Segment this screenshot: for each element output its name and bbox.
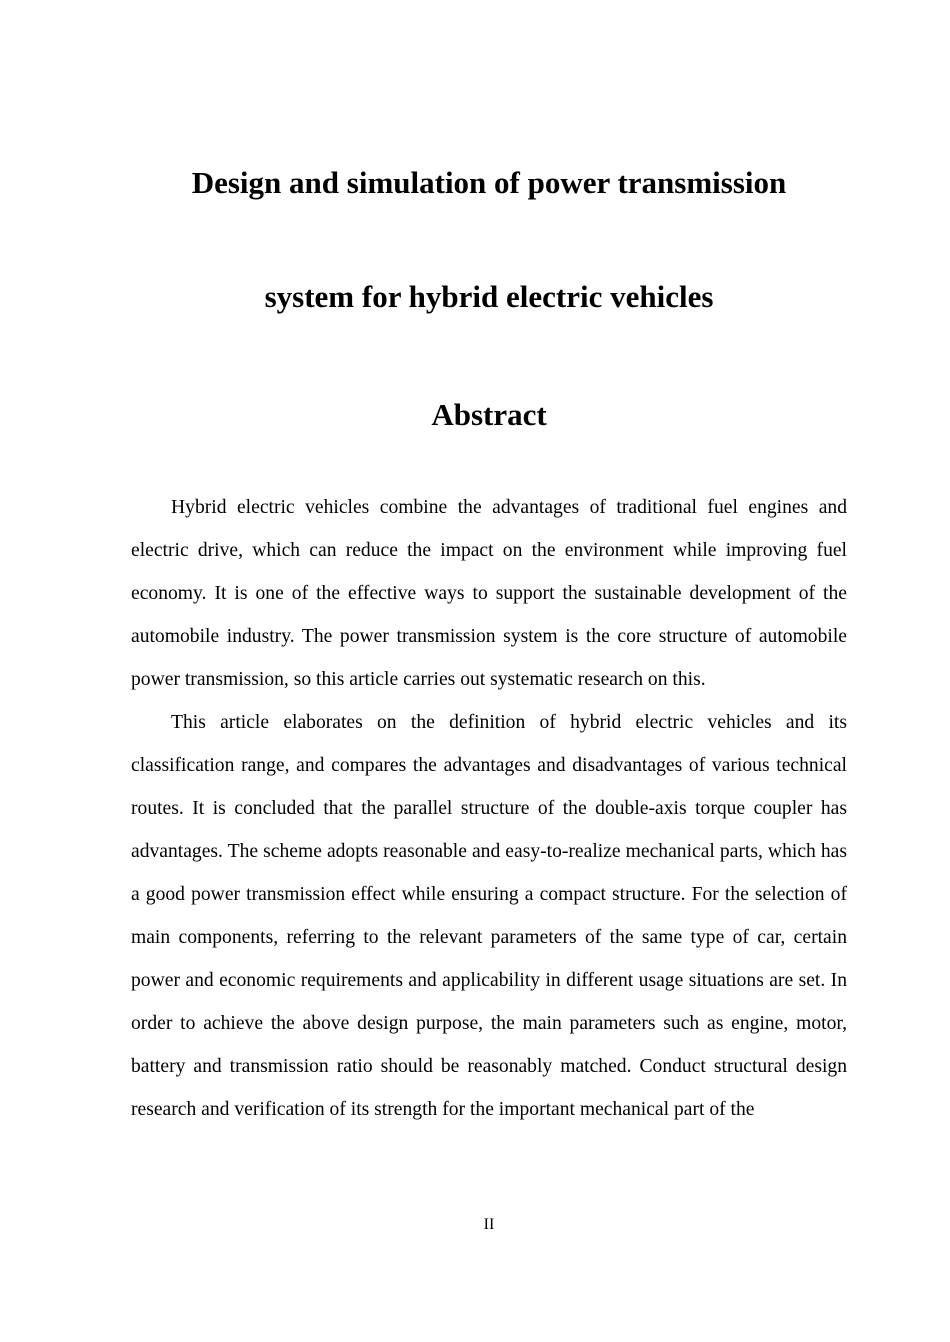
document-title-line-1: Design and simulation of power transmission [191,165,787,200]
abstract-paragraph-1: Hybrid electric vehicles combine the advantages of traditional fuel engines and electric drive, which can reduce the impact on the environment while improving fuel economy. It is one of the effective ways to support the sustainable development of the automobile industry. The power transmission system is the core structure of automobile power transmission, so this article carries out systematic research on this. [131,497,847,690]
abstract-heading: Abstract [431,397,547,432]
document-title-line-2: system for hybrid electric vehicles [264,279,714,314]
abstract-paragraph-2: This article elaborates on the definition of hybrid electric vehicles and its classification range, and compares the advantages and disadvantages of various technical routes. It is concluded that the parallel structure of the double-axis torque coupler has advantages. The scheme adopts reasonable and easy-to-realize mechanical parts, which has a good power transmission effect while ensuring a compact structure. For the selection of main components, referring to the relevant parameters of the same type of car, certain power and economic requirements and applicability in different usage situations are set. In order to achieve the above design purpose, the main parameters such as engine, motor, battery and transmission ratio should be reasonably matched. Conduct structural design research and verification of its strength for the important mechanical part of the [131,712,847,1120]
abstract-body [131,486,847,1131]
page-number: II [483,1216,495,1233]
